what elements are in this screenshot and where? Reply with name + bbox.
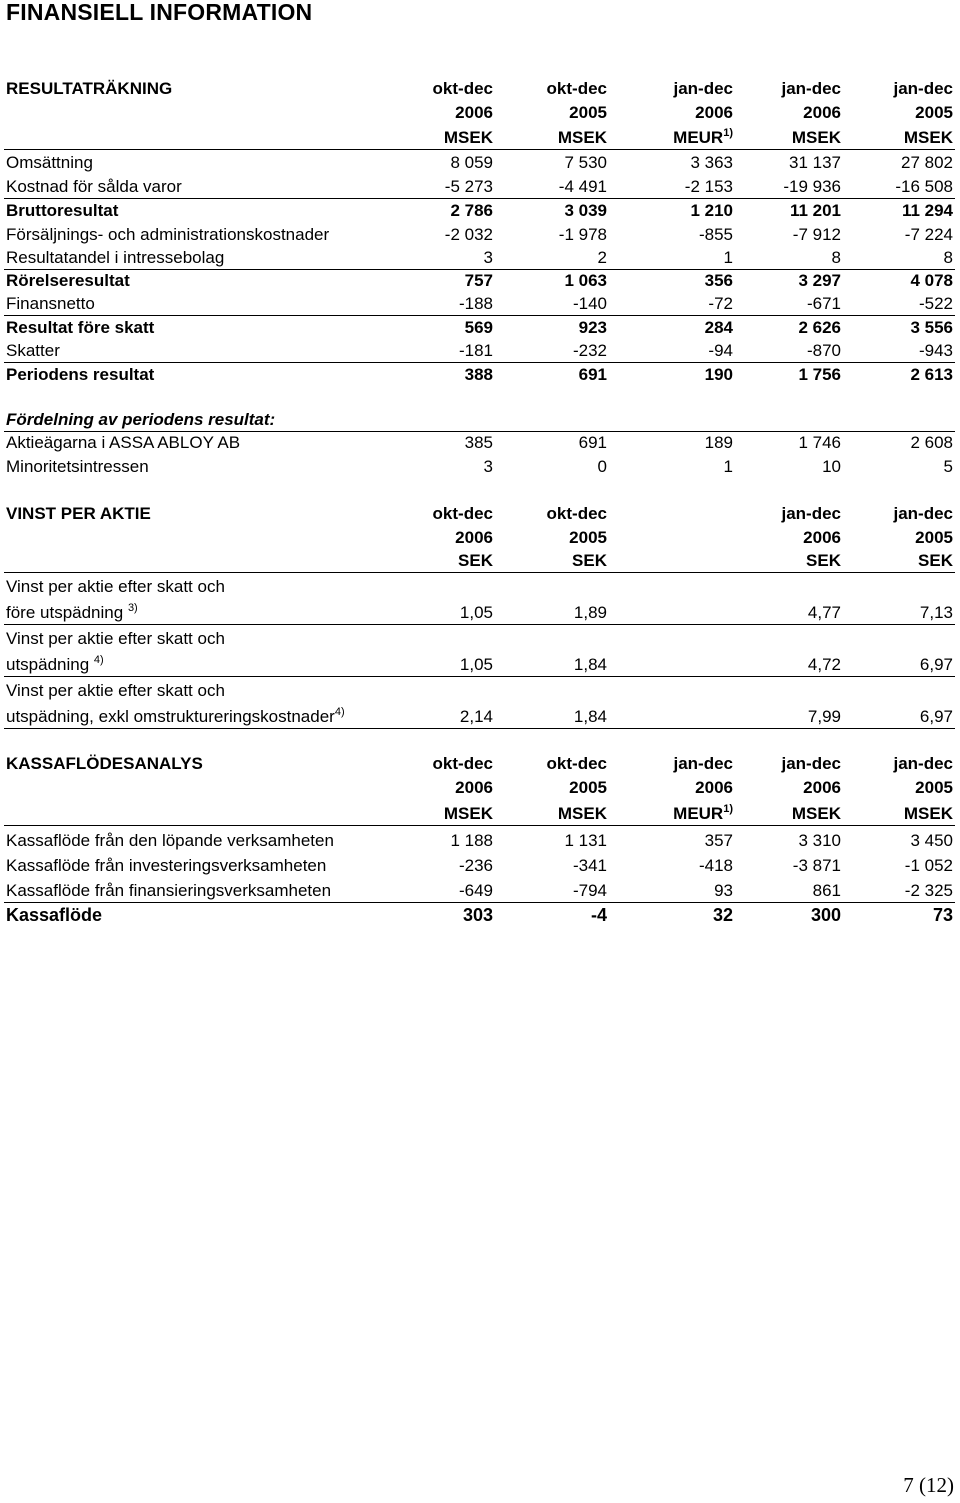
cashflow-heading: KASSAFLÖDESANALYS <box>6 754 203 773</box>
cell: -418 <box>698 856 733 875</box>
cell: -943 <box>918 341 953 360</box>
col-year: 2006 <box>695 778 733 797</box>
col-year: 2006 <box>695 103 733 122</box>
cell: 6,97 <box>919 655 953 674</box>
cell: -7 912 <box>792 225 841 244</box>
eps-heading: VINST PER AKTIE <box>6 504 151 523</box>
cell: 7 530 <box>564 153 607 172</box>
row-label: Vinst per aktie efter skatt och <box>6 681 225 700</box>
table-row <box>0 879 960 903</box>
table-row <box>0 854 960 878</box>
cell: -2 325 <box>904 881 953 900</box>
row-label: utspädning, exkl omstruktureringskostnader$^{4)}$ <box>6 706 345 726</box>
cell: 300 <box>810 905 841 925</box>
col-year: 2005 <box>569 103 607 122</box>
cell: 11 294 <box>901 201 953 220</box>
cell: 3 297 <box>798 271 841 290</box>
distribution-heading: Fördelning av periodens resultat: <box>6 410 276 429</box>
col-period: okt-dec <box>432 504 493 523</box>
cell: -341 <box>572 856 607 875</box>
cell: 923 <box>578 318 607 337</box>
col-unit: MSEK <box>903 804 953 823</box>
cell: 691 <box>578 365 607 384</box>
row-label: Resultatandel i intressebolag <box>6 248 225 267</box>
cell: 8 <box>831 248 841 267</box>
cell: 1 746 <box>798 433 841 452</box>
cell: 357 <box>704 831 733 850</box>
cell: 27 802 <box>901 153 953 172</box>
cell: -4 491 <box>558 177 607 196</box>
col-period: okt-dec <box>432 79 493 98</box>
col-period: okt-dec <box>546 754 607 773</box>
income-header-year-row <box>0 101 960 125</box>
cell: -649 <box>458 881 493 900</box>
row-label: Vinst per aktie efter skatt och <box>6 629 225 648</box>
col-unit: MSEK <box>791 804 841 823</box>
eps-row-label-line <box>0 627 960 651</box>
cell: 4 078 <box>910 271 953 290</box>
eps-header-unit-row <box>0 549 960 573</box>
cell: 385 <box>464 433 493 452</box>
eps-header-period-row <box>0 502 960 526</box>
col-unit: SEK <box>572 551 607 570</box>
cell: 11 201 <box>789 201 841 220</box>
cell: 1,84 <box>573 707 607 726</box>
cell: 8 059 <box>450 153 493 172</box>
table-row <box>0 431 960 455</box>
cell: 4,72 <box>807 655 841 674</box>
cell: 2 <box>597 248 607 267</box>
cell: 3 450 <box>910 831 953 850</box>
col-period: jan-dec <box>893 79 953 98</box>
cell: -72 <box>708 294 733 313</box>
cell: 1 131 <box>564 831 607 850</box>
col-unit: MEUR$^{1)}$ <box>673 803 733 823</box>
row-label: Omsättning <box>6 153 93 172</box>
cell: 2 786 <box>450 201 493 220</box>
col-period: jan-dec <box>673 79 733 98</box>
cell: 356 <box>704 271 733 290</box>
row-label: Skatter <box>6 341 60 360</box>
cell: 3 310 <box>798 831 841 850</box>
cell: -522 <box>918 294 953 313</box>
cell: 1,05 <box>459 603 493 622</box>
table-row <box>0 903 960 927</box>
income-header-period-row <box>0 77 960 101</box>
cell: -4 <box>590 905 607 925</box>
cashflow-header-year-row <box>0 776 960 800</box>
cell: 1 210 <box>690 201 733 220</box>
cell: 7,13 <box>919 603 953 622</box>
table-row <box>0 455 960 479</box>
cell: 3 363 <box>690 153 733 172</box>
cell: 1,05 <box>459 655 493 674</box>
col-year: 2006 <box>803 528 841 547</box>
cell: 3 556 <box>910 318 953 337</box>
cell: -3 871 <box>792 856 841 875</box>
col-year: 2005 <box>915 103 953 122</box>
cell: -855 <box>698 225 733 244</box>
cell: 3 <box>483 248 493 267</box>
cell: -1 052 <box>904 856 953 875</box>
col-year: 2006 <box>455 778 493 797</box>
table-row <box>0 199 960 223</box>
table-row <box>0 339 960 363</box>
cell: 4,77 <box>807 603 841 622</box>
table-row <box>0 316 960 340</box>
col-unit: SEK <box>806 551 841 570</box>
row-label: Aktieägarna i ASSA ABLOY AB <box>6 433 241 452</box>
col-unit: MSEK <box>443 804 493 823</box>
cell: 3 039 <box>564 201 607 220</box>
table-row <box>0 829 960 853</box>
cell: 2 613 <box>910 365 953 384</box>
cell: 757 <box>464 271 493 290</box>
cell: -181 <box>458 341 493 360</box>
cell: -7 224 <box>904 225 953 244</box>
cell: 3 <box>483 457 493 476</box>
footnote-marker: 4) <box>93 654 104 666</box>
table-row <box>0 223 960 247</box>
row-label: Bruttoresultat <box>6 201 119 220</box>
cell: -140 <box>572 294 607 313</box>
row-label: Kostnad för sålda varor <box>6 177 182 196</box>
cell: 6,97 <box>919 707 953 726</box>
page-title: FINANSIELL INFORMATION <box>6 0 313 25</box>
eps-row-label-line <box>0 679 960 703</box>
row-label: Kassaflöde från den löpande verksamheten <box>6 831 334 850</box>
col-year: 2006 <box>803 103 841 122</box>
cell: -19 936 <box>783 177 841 196</box>
cell: 31 137 <box>789 153 841 172</box>
cell: 388 <box>464 365 493 384</box>
row-label: Vinst per aktie efter skatt och <box>6 577 225 596</box>
cell: -232 <box>572 341 607 360</box>
cell: 0 <box>597 457 607 476</box>
income-header-unit-row <box>0 126 960 150</box>
footnote-marker: 1) <box>723 803 733 815</box>
cell: 1,84 <box>573 655 607 674</box>
distribution-heading-row <box>0 408 960 432</box>
eps-row-label-line <box>0 575 960 599</box>
col-year: 2006 <box>803 778 841 797</box>
cell: -236 <box>458 856 493 875</box>
row-label: Rörelseresultat <box>6 271 130 290</box>
row-label: Försäljnings- och administrationskostnader <box>6 225 330 244</box>
cell: 1,89 <box>573 603 607 622</box>
row-label: före utspädning $^{3)}$ <box>6 602 138 622</box>
cell: 303 <box>462 905 493 925</box>
col-period: okt-dec <box>546 79 607 98</box>
col-year: 2005 <box>569 778 607 797</box>
table-row <box>0 151 960 175</box>
cell: 1 <box>723 248 733 267</box>
table-row <box>0 269 960 293</box>
row-label: Resultat före skatt <box>6 318 155 337</box>
col-year: 2006 <box>455 528 493 547</box>
eps-header-year-row <box>0 526 960 550</box>
cell: 2,14 <box>459 707 493 726</box>
col-unit: MSEK <box>557 804 607 823</box>
col-year: 2005 <box>915 778 953 797</box>
table-row <box>0 292 960 316</box>
col-year: 2006 <box>455 103 493 122</box>
cell: 73 <box>932 905 953 925</box>
col-unit: MSEK <box>557 128 607 147</box>
cell: 189 <box>704 433 733 452</box>
col-period: jan-dec <box>893 754 953 773</box>
cashflow-header-unit-row <box>0 802 960 826</box>
table-row <box>0 246 960 270</box>
col-period: okt-dec <box>546 504 607 523</box>
cell: 691 <box>578 433 607 452</box>
col-year: 2005 <box>569 528 607 547</box>
table-row <box>0 175 960 199</box>
cell: 1 756 <box>798 365 841 384</box>
col-unit: MSEK <box>443 128 493 147</box>
cell: -1 978 <box>558 225 607 244</box>
row-label: utspädning $^{4)}$ <box>6 654 104 674</box>
income-heading: RESULTATRÄKNING <box>6 79 173 98</box>
cell: -16 508 <box>895 177 953 196</box>
col-unit: SEK <box>918 551 953 570</box>
col-period: jan-dec <box>893 504 953 523</box>
col-year: 2005 <box>915 528 953 547</box>
footnote-marker: 4) <box>334 706 345 718</box>
footnote-marker: 1) <box>723 127 733 139</box>
footnote-marker: 3) <box>127 602 138 614</box>
row-label: Kassaflöde från finansieringsverksamheten <box>6 881 332 900</box>
col-period: jan-dec <box>781 79 841 98</box>
col-period: jan-dec <box>781 504 841 523</box>
col-period: jan-dec <box>781 754 841 773</box>
cell: 2 608 <box>910 433 953 452</box>
cell: 93 <box>714 881 733 900</box>
row-label: Periodens resultat <box>6 365 155 384</box>
table-row <box>0 363 960 387</box>
cell: -5 273 <box>444 177 493 196</box>
cell: 7,99 <box>807 707 841 726</box>
cell: -2 032 <box>444 225 493 244</box>
row-label: Finansnetto <box>6 294 95 313</box>
cell: -671 <box>806 294 841 313</box>
col-unit: MEUR$^{1)}$ <box>673 127 733 147</box>
col-unit: MSEK <box>791 128 841 147</box>
cell: 1 188 <box>450 831 493 850</box>
cell: 190 <box>704 365 733 384</box>
table-row <box>0 653 960 677</box>
cell: 861 <box>812 881 841 900</box>
col-unit: SEK <box>458 551 493 570</box>
cell: 32 <box>712 905 733 925</box>
cell: 569 <box>464 318 493 337</box>
table-row <box>0 601 960 625</box>
table-row <box>0 705 960 729</box>
cell: -94 <box>708 341 733 360</box>
col-period: jan-dec <box>673 754 733 773</box>
cell: 284 <box>704 318 733 337</box>
cell: 10 <box>822 457 841 476</box>
col-unit: MSEK <box>903 128 953 147</box>
cell: -2 153 <box>684 177 733 196</box>
cell: 8 <box>943 248 953 267</box>
cashflow-header-period-row <box>0 752 960 776</box>
page-number: 7 (12) <box>903 1473 954 1497</box>
cell: 5 <box>943 457 953 476</box>
cell: -188 <box>458 294 493 313</box>
cell: -870 <box>806 341 841 360</box>
cell: 1 <box>723 457 733 476</box>
row-label: Kassaflöde <box>6 905 103 925</box>
cell: 2 626 <box>798 318 841 337</box>
cell: -794 <box>572 881 607 900</box>
cell: 1 063 <box>564 271 607 290</box>
row-label: Minoritetsintressen <box>6 457 149 476</box>
row-label: Kassaflöde från investeringsverksamheten <box>6 856 327 875</box>
col-period: okt-dec <box>432 754 493 773</box>
